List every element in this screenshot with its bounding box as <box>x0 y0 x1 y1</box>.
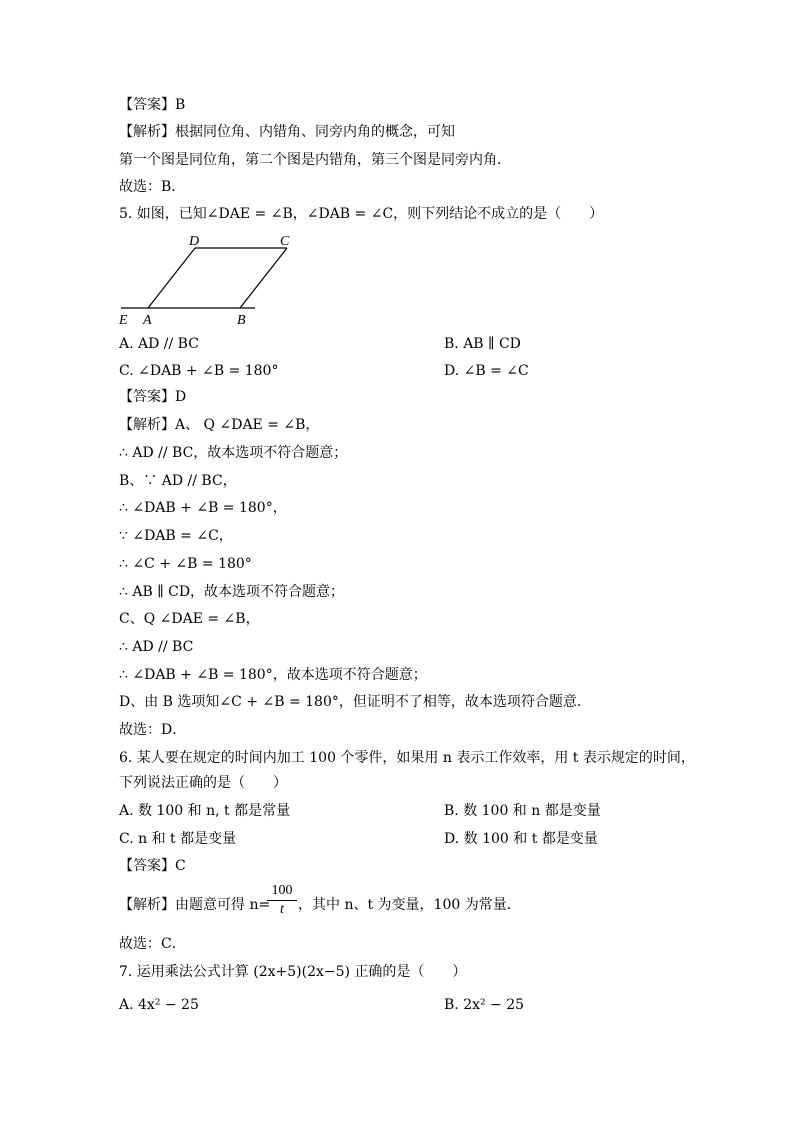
analysis-q5-3: B、∵ AD // BC， <box>119 473 237 489</box>
question-5: 5. 如图，已知∠DAE = ∠B，∠DAB = ∠C，则下列结论不成立的是（ ） <box>119 206 604 222</box>
option-7A: A. 4x² − 25 <box>119 997 199 1013</box>
analysis-q4-cont: 第一个图是同位角，第二个图是内错角，第三个图是同旁内角． <box>119 152 511 168</box>
question-6-line2: 下列说法正确的是（ ） <box>119 775 287 791</box>
line-AD <box>148 248 195 308</box>
analysis-q5-11: D、由 B 选项知∠C + ∠B = 180°，但证明不了相等，故本选项符合题意． <box>119 694 591 710</box>
label-B: B <box>237 313 246 328</box>
option-6C: C. n 和 t 都是变量 <box>119 831 237 847</box>
analysis-q5-5: ∵ ∠DAB = ∠C， <box>119 528 233 544</box>
analysis-q4: 【解析】根据同位角、内错角、同旁内角的概念，可知 <box>119 124 455 140</box>
choice-q5: 故选：D． <box>119 722 187 738</box>
answer-label-q5: 【答案】D <box>119 389 187 405</box>
analysis-q5-8: C、Q ∠DAE = ∠B， <box>119 611 260 627</box>
option-6A: A. 数 100 和 n, t 都是常量 <box>119 803 291 819</box>
analysis-q5-10: ∴ ∠DAB + ∠B = 180°，故本选项不符合题意； <box>119 667 427 683</box>
label-C: C <box>280 234 290 249</box>
choice-q4: 故选：B． <box>119 179 186 195</box>
question-7: 7. 运用乘法公式计算 (2x+5)(2x−5) 正确的是（ ） <box>119 964 467 980</box>
answer-label-q6: 【答案】C <box>119 858 186 874</box>
fraction-numerator: 100 <box>271 883 293 898</box>
analysis-q5-4: ∴ ∠DAB + ∠B = 180°， <box>119 500 287 516</box>
question-6-line1: 6. 某人要在规定的时间内加工 100 个零件，如果用 n 表示工作效率，用 t 表示规定的时间， <box>119 750 695 766</box>
label-D: D <box>189 234 200 249</box>
fraction-100-over-t <box>267 883 297 918</box>
analysis-q5-7: ∴ AB ∥ CD，故本选项不符合题意； <box>119 584 345 600</box>
option-5C: C. ∠DAB + ∠B = 180° <box>119 363 279 379</box>
line-CB <box>240 248 287 308</box>
label-A: A <box>143 313 152 328</box>
analysis-q5-6: ∴ ∠C + ∠B = 180° <box>119 556 252 572</box>
option-5B: B. AB ∥ CD <box>444 336 521 352</box>
analysis-q6-prefix: 【解析】由题意可得 n= <box>119 897 271 913</box>
option-5D: D. ∠B = ∠C <box>444 363 529 379</box>
analysis-q5-1: 【解析】A、 Q ∠DAE = ∠B， <box>119 417 320 433</box>
answer-label-q4: 【答案】B <box>119 97 186 113</box>
option-5A: A. AD // BC <box>119 336 199 352</box>
option-6B: B. 数 100 和 n 都是变量 <box>444 803 601 819</box>
option-6D: D. 数 100 和 t 都是变量 <box>444 831 598 847</box>
fraction-bar <box>267 900 297 901</box>
choice-q6: 故选：C． <box>119 936 186 952</box>
analysis-q5-2: ∴ AD // BC，故本选项不符合题意； <box>119 445 348 461</box>
label-E: E <box>119 313 128 328</box>
analysis-q6-suffix: ，其中 n、t 为变量，100 为常量． <box>298 897 521 913</box>
option-7B: B. 2x² − 25 <box>444 997 525 1013</box>
parallelogram-figure <box>115 230 295 330</box>
fraction-denominator: t <box>280 902 284 917</box>
analysis-q5-9: ∴ AD // BC <box>119 639 194 655</box>
